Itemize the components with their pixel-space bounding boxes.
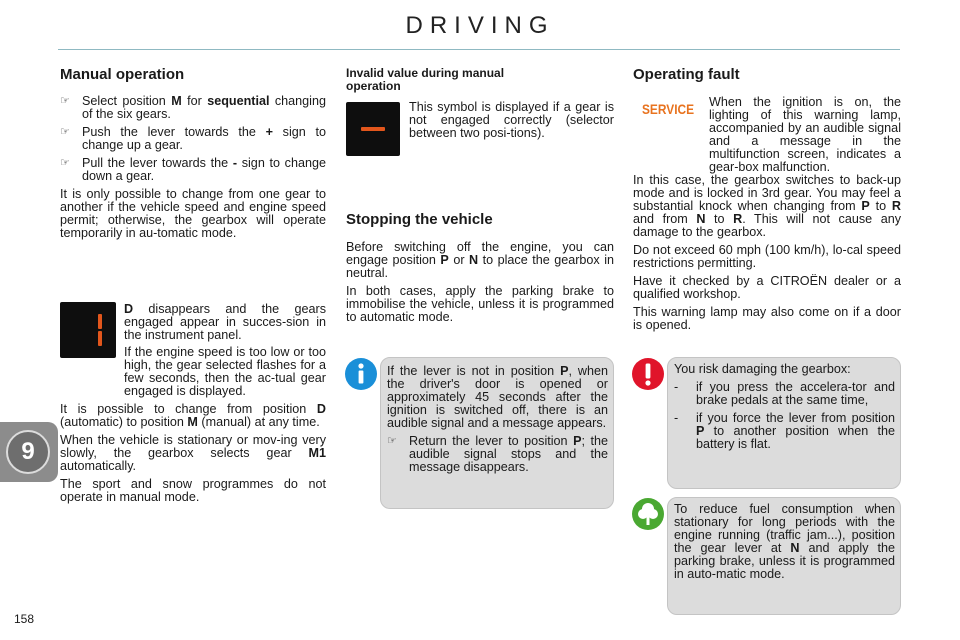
invalid-gear-icon — [346, 102, 400, 156]
page-number: 158 — [14, 612, 35, 626]
list-item: ☞ Pull the lever towards the - sign to change down a gear. — [60, 156, 327, 183]
body-text: It is only possible to change from one gear to another if the vehicle speed and engine speed permit; otherwise, the gearbox will operate temporarily in au-tomatic mode. — [60, 187, 326, 240]
section-heading: Stopping the vehicle — [346, 211, 493, 228]
section-heading: Operating fault — [633, 66, 740, 83]
list-item: ☞ Select position M for sequential changing of the six gears. — [60, 94, 326, 121]
body-text: In this case, the gearbox switches to back-up mode and is locked in 3rd gear. You may feel a substantial knock when changing from P to R and from N to R. This will not cause any damage to the gearbox. — [633, 173, 901, 239]
manual-continued — [60, 346, 326, 504]
fault-continued — [633, 174, 901, 332]
warning-icon — [631, 357, 665, 391]
invalid-value-text: This symbol is displayed if a gear is not engaged correctly (selector between two posi-tions). — [409, 100, 614, 140]
body-text: Before switching off the engine, you can engage position P or N to place the gearbox in neutral. — [346, 240, 614, 280]
pointing-hand-icon: ☞ — [60, 95, 70, 107]
list-item: ☞ Push the lever towards the + sign to change up a gear. — [60, 125, 326, 152]
pointing-hand-icon: ☞ — [387, 435, 397, 447]
stopping-section — [346, 211, 614, 324]
body-text: You risk damaging the gearbox: — [674, 362, 851, 376]
service-warning-icon: SERVICE — [642, 101, 695, 117]
manual-operation-section — [60, 66, 326, 240]
operating-fault-heading-wrap — [633, 66, 901, 83]
chapter-number: 9 — [6, 430, 50, 474]
body-text: Do not exceed 60 mph (100 km/h), lo-cal speed restrictions permitting. — [633, 243, 901, 270]
dash-marker: - — [674, 411, 679, 425]
warning-box-content — [674, 363, 895, 451]
body-text: Have it checked by a CITROËN dealer or a qualified workshop. — [633, 274, 901, 301]
body-text: If the engine speed is too low or too high, the gear selected flashes for a few seconds, then the ac-tual gear engaged is displayed. — [124, 345, 326, 398]
body-text: In both cases, apply the parking brake to immobilise the vehicle, unless it is programmed to automatic mode. — [346, 284, 614, 324]
pointing-hand-icon: ☞ — [60, 157, 70, 169]
list-item: - if you force the lever from position P to another position when the battery is flat. — [674, 411, 895, 451]
body-text: This warning lamp may also come on if a door is opened. — [633, 305, 901, 332]
body-text: The sport and snow programmes do not operate in manual mode. — [60, 477, 326, 504]
eco-tree-icon — [631, 497, 665, 531]
pointing-hand-icon: ☞ — [60, 126, 70, 138]
list-item: - if you press the accelera-tor and brake pedals at the same time, — [674, 380, 895, 407]
invalid-value-heading: Invalid value during manual operation — [346, 66, 505, 93]
header-divider — [58, 49, 900, 50]
page-title: DRIVING — [405, 12, 555, 39]
body-text: When the vehicle is stationary or mov-ing very slowly, the gearbox selects gear M1 automatically. — [60, 433, 326, 473]
section-heading: Manual operation — [60, 66, 185, 83]
eco-box-text: To reduce fuel consumption when stationary for long periods with the engine running (traffic jam...), position the gear lever at N and apply the parking brake, unless it is programmed in auto-matic mode. — [674, 502, 896, 581]
fault-text-top: When the ignition is on, the lighting of this warning lamp, accompanied by an audible signal and a message in the multifunction screen, indicates a gear-box malfunction. — [709, 95, 901, 174]
info-icon — [344, 357, 378, 391]
dash-marker: - — [674, 380, 679, 394]
list-item: ☞ Return the lever to position P; the audible signal stops and the message disappears. — [387, 434, 608, 474]
d-disappears-text: D disappears and the gears engaged appear in succes-sion in the instrument panel. — [124, 302, 326, 342]
body-text: It is possible to change from position D (automatic) to position M (manual) at any time. — [60, 402, 326, 429]
body-text: If the lever is not in position P, when the driver's door is opened or approximately 45 seconds after the ignition is switched off, there is an audible signal and a message appears. — [387, 364, 608, 430]
info-box-content — [387, 365, 608, 474]
